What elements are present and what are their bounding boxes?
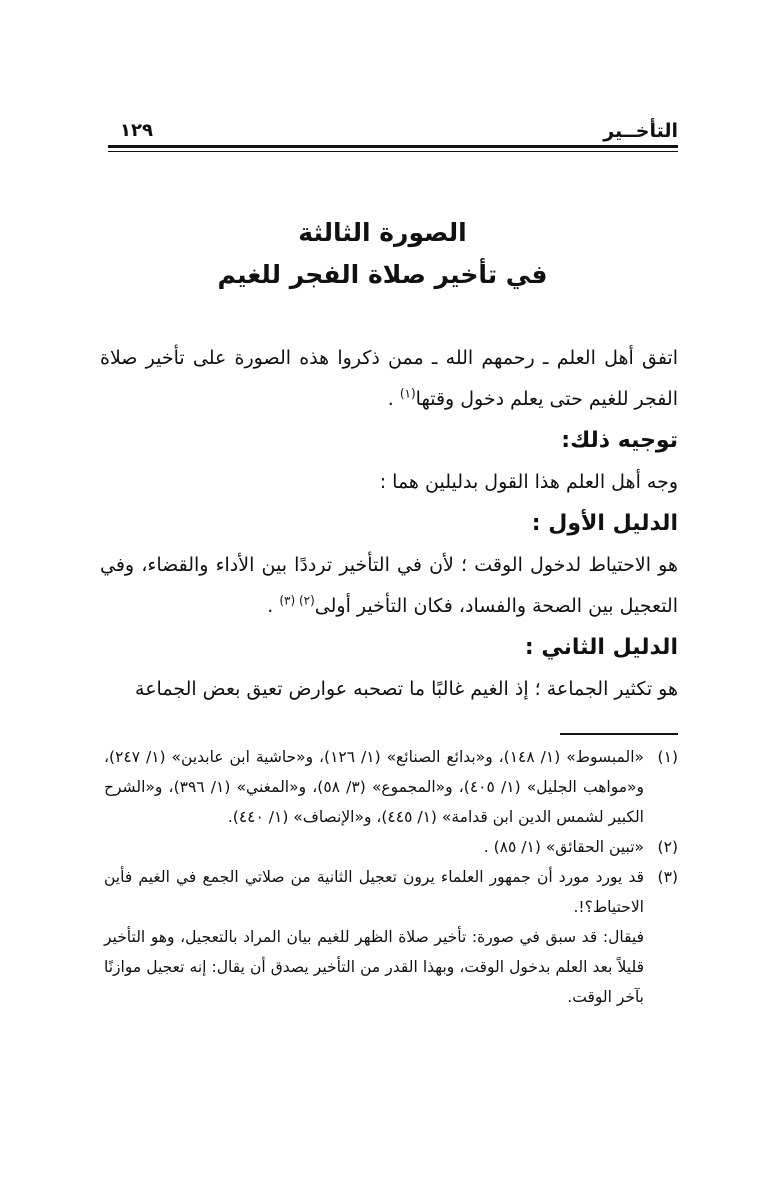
paragraph-1-end: . [387,388,400,410]
paragraph-3-text: هو الاحتياط لدخول الوقت ؛ لأن في التأخير ترددًا بين الأداء والقضاء، وفي التعجيل بين الصحة والفساد، فكان التأخير أولى [100,554,678,617]
subheading-justification: توجيه ذلك: [561,428,678,453]
footnote-ref-2-3: (٢) (٣) [279,593,315,608]
footnote-2 [104,832,678,862]
running-header [108,116,678,146]
footnote-separator [560,733,678,735]
footnote-number: (٣) [657,868,678,886]
paragraph-1 [100,338,678,420]
paragraph-2: وجه أهل العلم هذا القول بدليلين هما : [379,471,678,493]
footnote-text: «المبسوط» (١/ ١٤٨)، و«بدائع الصنائع» (١/ ١٢٦)، و«حاشية ابن عابدين» (١/ ٢٤٧)، و«مواهب الجليل» (١/ ٤٠٥)، و«المجموع» (٣/ ٥٨)، و«المغني» (١/ ٣٩٦)، و«الشرح الكبير لشمس الدين ابن قدامة» (١/ ٤٤٥)، و«الإنصاف» (١/ ٤٤٠). [104,748,645,826]
page-number: ١٢٩ [120,120,153,141]
subheading-first-evidence: الدليل الأول : [531,511,678,536]
body-text [100,338,678,710]
paragraph-3 [100,545,678,627]
footnote-1 [104,742,678,832]
paragraph-4: هو تكثير الجماعة ؛ إذ الغيم غالبًا ما تصحبه عوارض تعيق بعض الجماعة [135,678,678,700]
footnote-3-continuation: فيقال: قد سبق في صورة: تأخير صلاة الظهر للغيم بيان المراد بالتعجيل، وهو التأخير قليلاً بعد العلم بدخول الوقت، وبهذا القدر من التأخير يصدق أن يقال: إنه تعجيل موازنًا بآخر الوقت. [104,928,644,1006]
section-heading: الصورة الثالثة [298,218,467,247]
section-subheading: في تأخير صلاة الفجر للغيم [217,260,548,289]
footnote-text: قد يورد مورد أن جمهور العلماء يرون تعجيل الثانية من صلاتي الجمع في الغيم فأين الاحتياط؟!. [104,868,644,916]
paragraph-1-text: اتفق أهل العلم ـ رحمهم الله ـ ممن ذكروا هذه الصورة على تأخير صلاة الفجر للغيم حتى يعلم دخول وقتها [100,347,678,410]
footnote-number: (١) [657,748,678,766]
footnote-3 [104,862,678,922]
header-rule-thick [108,145,678,148]
header-rule-thin [108,151,678,152]
footnotes [104,742,678,1012]
footnote-ref-1: (١) [399,386,416,401]
paragraph-3-end: . [267,595,280,617]
footnote-number: (٢) [657,838,678,856]
running-title: التأخــير [603,120,678,142]
footnote-text: «تبين الحقائق» (١/ ٨٥) . [483,838,644,856]
subheading-second-evidence: الدليل الثاني : [524,635,678,660]
